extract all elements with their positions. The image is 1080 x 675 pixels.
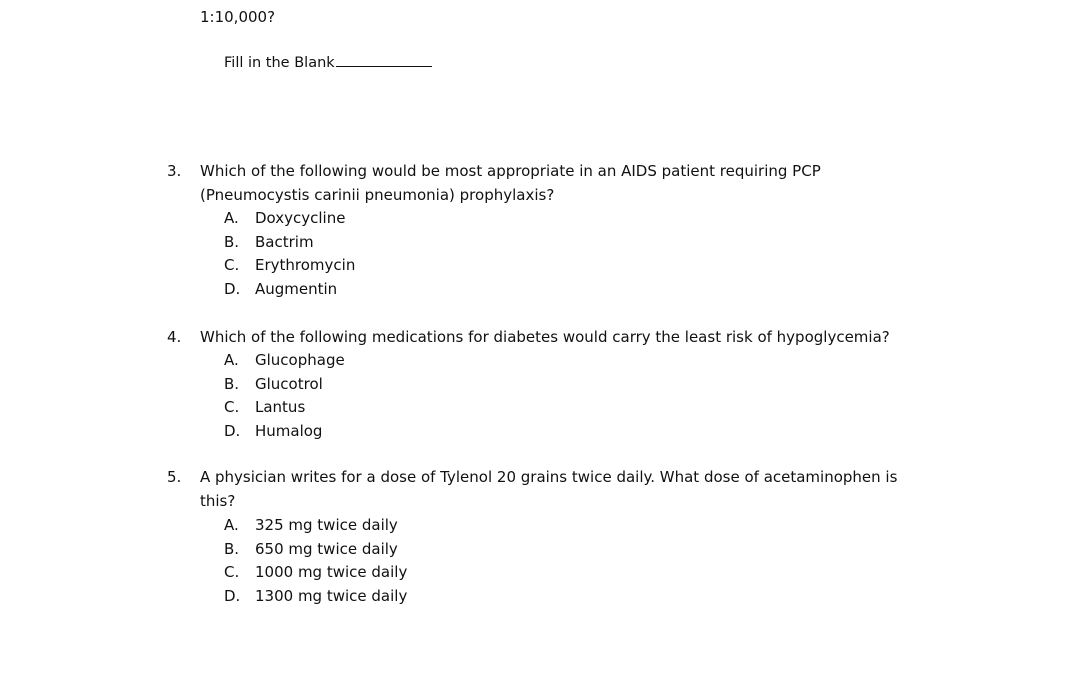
- option-label: D.: [224, 279, 241, 298]
- option-text: 1000 mg twice daily: [255, 563, 408, 581]
- answer-options: [224, 207, 355, 301]
- option-a[interactable]: [224, 207, 355, 231]
- option-b[interactable]: [224, 538, 407, 562]
- question-text: A physician writes for a dose of Tylenol 20 grains twice daily. What dose of acetaminophen is this?: [200, 468, 898, 510]
- option-a[interactable]: [224, 514, 407, 538]
- option-text: 1300 mg twice daily: [255, 586, 408, 605]
- option-d[interactable]: [224, 585, 407, 609]
- option-text: Augmentin: [255, 279, 338, 298]
- option-text: 650 mg twice daily: [255, 539, 398, 558]
- fill-in-the-blank: [224, 52, 432, 74]
- question-number: 4.: [167, 328, 182, 346]
- question-text: Which of the following would be most appropriate in an AIDS patient requiring PCP (Pneumocystis carinii pneumonia) prophylaxis?: [200, 162, 821, 204]
- option-text: 325 mg twice daily: [255, 516, 398, 534]
- question-text: Which of the following medications for diabetes would carry the least risk of hypoglycemia?: [200, 328, 890, 346]
- question-number: 5.: [167, 468, 182, 486]
- option-label: A.: [224, 516, 239, 534]
- option-b[interactable]: [224, 231, 355, 255]
- option-label: A.: [224, 209, 239, 227]
- option-d[interactable]: [224, 278, 355, 302]
- option-text: Glucophage: [255, 351, 345, 369]
- option-label: C.: [224, 563, 240, 581]
- option-c[interactable]: [224, 254, 355, 278]
- option-label: B.: [224, 232, 240, 251]
- option-c[interactable]: [224, 396, 345, 420]
- option-b[interactable]: [224, 373, 345, 397]
- option-label: A.: [224, 351, 239, 369]
- answer-options: [224, 349, 345, 443]
- question-2-continuation: 1:10,000?: [200, 8, 276, 26]
- option-text: Lantus: [255, 398, 306, 416]
- option-label: B.: [224, 539, 240, 558]
- option-a[interactable]: [224, 349, 345, 373]
- fill-in-the-blank-label: Fill in the Blank: [224, 55, 335, 71]
- option-d[interactable]: [224, 420, 345, 444]
- option-label: C.: [224, 256, 240, 274]
- option-text: Doxycycline: [255, 209, 346, 227]
- option-text: Glucotrol: [255, 374, 323, 393]
- answer-options: [224, 514, 407, 608]
- option-text: Bactrim: [255, 232, 314, 251]
- option-label: C.: [224, 398, 240, 416]
- question-number: 3.: [167, 162, 182, 180]
- option-label: B.: [224, 374, 240, 393]
- option-label: D.: [224, 586, 241, 605]
- option-text: Humalog: [255, 421, 323, 440]
- answer-blank[interactable]: [336, 52, 432, 67]
- option-text: Erythromycin: [255, 256, 356, 274]
- option-c[interactable]: [224, 561, 407, 585]
- option-label: D.: [224, 421, 241, 440]
